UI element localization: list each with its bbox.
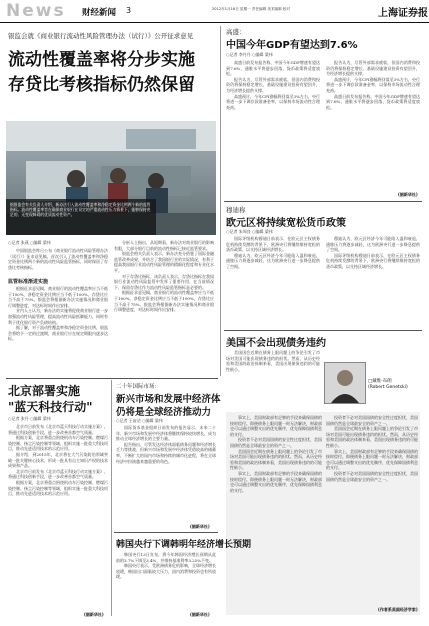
em-byline: ○记者 王宙洁 ○编辑 梁伟	[116, 418, 163, 423]
author-portrait	[324, 362, 366, 404]
author-name: □戴维·布朗	[368, 379, 392, 384]
main-kicker: 银监会就《商业银行流动性风险管理办法（试行）》公开征求意见	[8, 32, 194, 40]
euro-byline: ○记者 朱周良 ○编辑 梁伟	[226, 229, 273, 234]
em-headline-1: 新兴市场和发展中经济体	[116, 394, 221, 405]
author-role: (Robert Genetski)	[368, 385, 408, 390]
gdp-byline: ○记者 李丹丹 ○编辑 梁伟	[226, 52, 273, 57]
author-photo	[325, 363, 365, 403]
gdp-kicker: 高盛：	[226, 28, 246, 36]
em-headline-2: 仍将是全球经济推动力	[116, 407, 212, 418]
main-body-col1a: 中国银监会昨日公布《商业银行流动性风险管理办法（试行）》征求意见稿，首次引入了流动性覆盖率和净稳定资金比例两个新的流动性风险监管指标，同时保留了存贷比考核指标。	[8, 248, 108, 270]
korea-headline: 韩国央行下调韩明年经济增长预期	[116, 540, 252, 550]
main-photo	[6, 121, 216, 235]
main-body-col1b: 根据征求意见稿，商业银行的流动性覆盖率应当不低于100%，净稳定资金比例应当不低于100%，存贷比应当不高于75%。银监会将根据新办法实施情况和商业银行调整进度，对达标时间作出安排。 业内人士认为，新办法的实施将促使商业银行进一步加强流动性风险管理，提高流动性风险抵御能力，同时有利于优化银行资产负债结构。 据了解，对于流动性覆盖率和净稳定资金比例，银监会将给予一定的过渡期，商业银行应在规定期限内逐步达标。	[8, 286, 108, 342]
gdp-headline: 中国今年GDP有望达到7.6%	[226, 40, 358, 51]
main-headline-1: 流动性覆盖率将分步实施	[8, 50, 195, 70]
paper-logo: 上海证券报	[378, 8, 428, 19]
main-subhead-1: 监管标准渐进实施	[8, 279, 49, 285]
em-kicker: 二十年国际市场：	[116, 384, 161, 390]
main-byline: ○记者 张燕 ○编辑 梁伟	[8, 240, 51, 245]
divider-vertical	[220, 26, 221, 376]
korea-end: (据新华社)	[190, 612, 210, 617]
beijing-headline-2: "蓝天科技行动"	[8, 400, 93, 414]
column-end: (作者系美国经济学家)	[378, 607, 418, 612]
em-end: (据新华社)	[190, 524, 210, 529]
beijing-body: 北京市日前发布《北京市蓝天科技行动实施方案》，将通过科技创新手段，进一步改善首都空气质量。 根据方案，北京将重点围绕机动车污染控制、燃煤污染控制、扬尘污染控制等领域，组织实施一批重大科技项目，推动先进适用技术的示范应用。 据介绍，到2015年，北京将在大气污染防治领域突破一批关键核心技术，形成一批具有自主知识产权的技术成果和产品。 北京市日前发布《北京市蓝天科技行动实施方案》，将通过科技创新手段，进一步改善首都空气质量。 根据方案，北京将重点围绕机动车污染控制、燃煤污染控制、扬尘污染控制等领域，组织实施一批重大科技项目，推动先进适用技术的示范应用。	[8, 424, 108, 497]
column-body-col1: 事实上，美国财政部有足够的手段来确保国债的按时偿付。即便债务上限问题一时无法解决，财政部也可以通过调整支出的优先顺序，优先保障国债利息的支付。 投资者不必对美国国债的安全性过度担忧，美国国债仍然是全球最安全的资产之一。 美国国会近期在债务上限问题上的争论引发了市场对美国可能出现债务违约的担忧。然而，从历史经验和美国的政治体制来看，美国出现债务违约的可能性极小。 事实上，美国财政部有足够的手段来确保国债的按时偿付。即便债务上限问题一时无法解决，财政部也可以通过调整支出的优先顺序，优先保障国债利息的支付。	[230, 415, 322, 493]
euro-kicker: 穆迪称	[226, 206, 246, 214]
masthead-info: 2012年1月16日 星期一 责任编辑 美术编辑 校对	[212, 7, 291, 11]
euro-body-col2: 穆迪认为，欧元区经济今年可能陷入温和衰退，通胀压力将逐步减轻，这为欧洲央行进一步降息提供了空间。 国际评级机构穆迪日前表示，在欧元区主权债务危机持续发酵的背景下，欧洲央行将继续维持宽松的货币政策，以支持区域经济增长。	[326, 236, 420, 269]
gdp-body-col2: 报告认为，尽管外部需求疲软，但国内消费和投资仍将保持稳定增长，基础设施建设投资有望回升，为经济增长提供支撑。 高盛预计，今年CPI涨幅将回落至3%左右，央行将进一步下调存款准备金率，以保持市场流动性合理充裕。 高盛日前发布报告称，中国今年GDP增速有望达到7.6%，通胀水平将逐步回落，货币政策将适度放松。	[326, 60, 420, 110]
beijing-byline: ○记者 张丹 ○编辑 梁伟	[8, 416, 51, 421]
em-body: 国际货币基金组织日前发布的报告显示，未来二十年，新兴市场和发展中经济体将继续保持较快增长，成为推动全球经济增长的主要力量。 报告指出，尽管发达经济体面临债务问题和经济增长乏力等挑战，但新兴市场和发展中经济体凭借较高的储蓄率、不断扩大的国内市场和持续的城市化进程，将在全球经济中扮演越来越重要的角色。	[116, 425, 216, 464]
column-headline: 美国不会出现债务违约	[226, 338, 326, 349]
euro-headline: 欧元区将持续宽松货币政策	[226, 218, 346, 229]
euro-body-col1: 国际评级机构穆迪日前表示，在欧元区主权债务危机持续发酵的背景下，欧洲央行将继续维持宽松的货币政策，以支持区域经济增长。 穆迪认为，欧元区经济今年可能陷入温和衰退，通胀压力将逐步减轻，这为欧洲央行进一步降息提供了空间。	[226, 236, 320, 269]
korea-body: 韩国央行13日宣布，将今年韩国经济增长预期从此前的3.7%下调至3.4%，并维持基准利率3.25%不变。 韩国央行表示，受欧洲债务危机影响，全球经济增长放缓，韩国出口面临较大压力，国内消费和投资也有所放缓。	[116, 552, 216, 580]
section-name: 财经新闻	[82, 8, 117, 18]
main-body-col2: 分析人士指出，从短期看，新办法对商业银行的影响有限，大部分银行目前的流动性指标已接近监管要求。 银监会相关负责人表示，新办法充分借鉴了国际金融监管改革成果，并结合了我国银行业的实际情况，有利于提高我国银行业流动性风险管理的精细化程度和专业化水平。 对于存贷比指标，该负责人表示，存贷比指标在我国银行业流动性风险监管中发挥了重要作用，在当前情况下，保留存贷比作为流动性风险监管指标是必要的。 根据征求意见稿，商业银行的流动性覆盖率应当不低于100%，净稳定资金比例应当不低于100%，存贷比应当不高于75%。银监会将根据新办法实施情况和商业银行调整进度，对达标时间作出安排。	[114, 240, 214, 313]
page-number: 3	[126, 6, 132, 15]
news-wordmark: News	[6, 1, 66, 21]
column-body-col2: 投资者不必对美国国债的安全性过度担忧，美国国债仍然是全球最安全的资产之一。 美国国会近期在债务上限问题上的争论引发了市场对美国可能出现债务违约的担忧。然而，从历史经验和美国的政治体制来看，美国出现债务违约的可能性极小。 事实上，美国财政部有足够的手段来确保国债的按时偿付。即便债务上限问题一时无法解决，财政部也可以通过调整支出的优先顺序，优先保障国债利息的支付。 投资者不必对美国国债的安全性过度担忧，美国国债仍然是全球最安全的资产之一。	[326, 415, 418, 482]
gdp-end: (据新华社)	[398, 192, 418, 197]
gdp-body-col1: 高盛日前发布报告称，中国今年GDP增速有望达到7.6%，通胀水平将逐步回落，货币政策将适度放松。 报告认为，尽管外部需求疲软，但国内消费和投资仍将保持稳定增长，基础设施建设投资有望回升，为经济增长提供支撑。 高盛预计，今年CPI涨幅将回落至3%左右，央行将进一步下调存款准备金率，以保持市场流动性合理充裕。	[226, 60, 320, 110]
masthead	[0, 0, 429, 23]
beijing-headline-1: 北京部署实施	[8, 384, 81, 398]
column-intro: 美国国会近期在债务上限问题上的争论引发了市场对美国可能出现债务违约的担忧。然而，从历史经验和美国的政治体制来看，美国出现债务违约的可能性极小。	[226, 350, 320, 372]
photo-caption: 据银监会有关负责人介绍，新办法引入流动性覆盖率和净稳定资金比例两个新的监管指标。流动性覆盖率旨在确保商业银行在设定的严重流动性压力情景下，能够保持充足的、无变现障碍的优质流动性资产。	[6, 199, 156, 235]
main-headline-2: 存贷比考核指标仍然保留	[8, 75, 195, 95]
beijing-end: (据新华社)	[84, 612, 104, 617]
